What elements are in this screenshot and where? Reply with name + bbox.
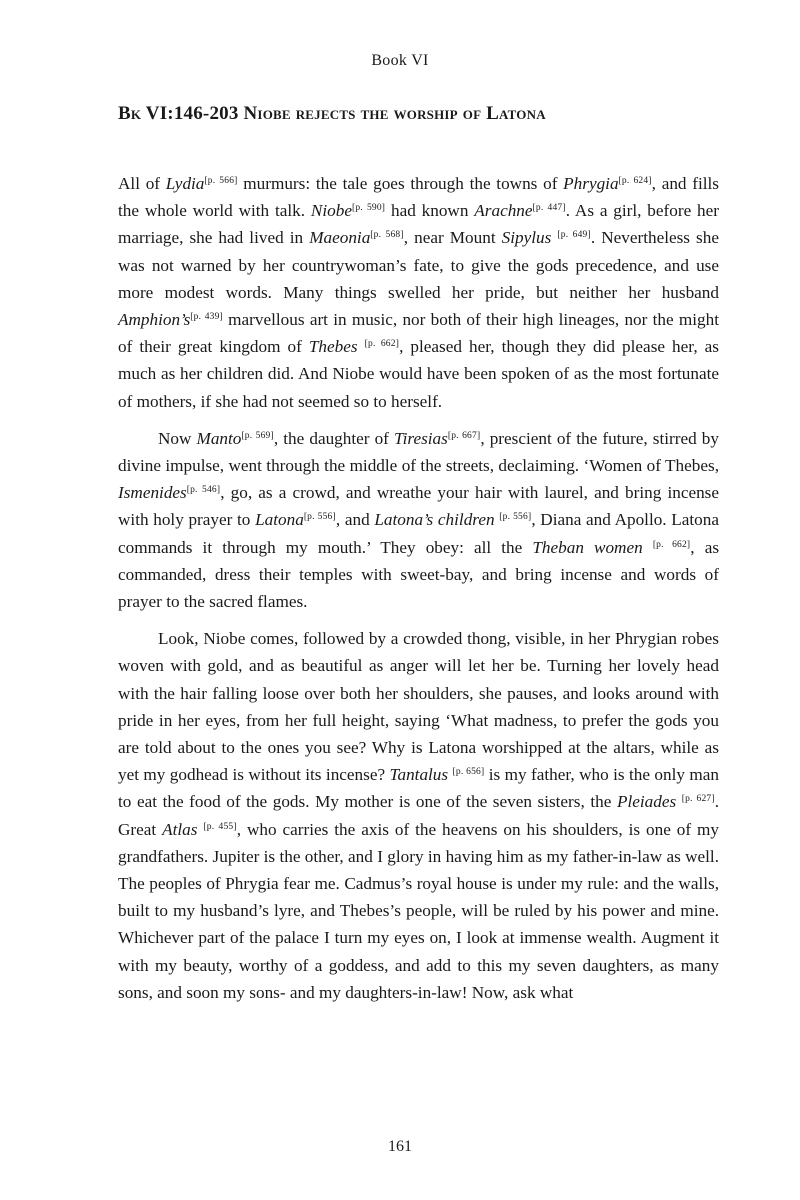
italic-name: Tantalus: [389, 765, 449, 785]
text-run: , Diana and Apollo. Latona commands it through my mouth.’ They obey: all the: [118, 510, 720, 557]
italic-name: Phrygia: [563, 174, 619, 193]
index-reference: [p. 627]: [681, 794, 715, 805]
italic-name: Niobe: [310, 201, 352, 221]
index-reference: [p. 667]: [447, 430, 481, 441]
text-run: , the daughter of: [273, 428, 395, 448]
italic-name: Tiresias: [394, 428, 448, 448]
index-reference: [p. 624]: [618, 176, 652, 186]
text-run: [358, 337, 365, 356]
chapter-title: Bk VI:146-203 Niobe rejects the worship of Latona: [118, 103, 546, 124]
body-paragraph: [118, 625, 719, 1006]
text-run: Now: [158, 428, 197, 448]
text-run: had known: [385, 201, 475, 221]
text-run: , as commanded, dress their temples with sweet-bay, and bring incense and words of prayer to the sacred flames.: [118, 537, 720, 612]
index-reference: [p. 556]: [499, 512, 532, 523]
italic-name: Thebes: [308, 337, 358, 357]
index-reference: [p. 590]: [351, 203, 386, 214]
index-reference: [p. 447]: [532, 203, 566, 214]
text-run: , pleased her, though they did please her, as much as her children did. And Niobe would have been spoken of as the most fortunate of mothers, if she had not seemed so to herself.: [118, 337, 719, 411]
running-head: Book VI: [371, 52, 429, 69]
body-paragraph: [118, 170, 719, 415]
text-run: . Great: [118, 792, 719, 839]
text-run: marvellous art in music, nor both of their high lineages, nor the might of their great kingdom of: [118, 310, 719, 357]
italic-name: Theban women: [532, 537, 643, 557]
index-reference: [p. 566]: [204, 176, 238, 186]
index-reference: [p. 439]: [190, 312, 223, 323]
index-reference: [p. 568]: [370, 230, 404, 241]
index-reference: [p. 556]: [303, 512, 336, 523]
text-run: murmurs: the tale goes through the towns of: [237, 174, 564, 193]
index-reference: [p. 546]: [186, 485, 221, 496]
italic-name: Maeonia: [309, 228, 371, 248]
text-run: , prescient of the future, stirred by divine impulse, went through the middle of the streets, declaiming. ‘Women of Thebes,: [118, 428, 719, 476]
italic-name: Pleiades: [616, 792, 677, 812]
italic-name: Sipylus: [501, 228, 552, 248]
italic-name: Manto: [196, 428, 242, 448]
text-run: , who carries the axis of the heavens on his shoulders, is one of my grandfathers. Jupiter is the other, and I glory in having him as my father-in-law as well. The peoples of Phrygia fear me. Cadmus’s royal house is under my rule: and the walls, built to my husband’s lyre, and Thebes’s people, will be ruled by his power and mine. Whichever part of the palace I turn my eyes on, I look at immense wealth. Augment it with my beauty, worthy of a goddess, and add to this my seven daughters, as many sons, and soon my sons- and my daughters-in-law! Now, ask what: [118, 819, 720, 1002]
index-reference: [p. 662]: [364, 339, 400, 350]
text-run: . Nevertheless she was not warned by her countrywoman’s fate, to give the gods precedence, and use more modest words. Many things swelled her pride, but neither her husband: [118, 228, 719, 302]
text-run: , go, as a crowd, and wreathe your hair with laurel, and bring incense with holy prayer to: [118, 483, 719, 530]
text-run: , and fills the whole world with talk.: [118, 174, 719, 221]
text-run: Look, Niobe comes, followed by a crowded thong, visible, in her Phrygian robes woven with gold, and as beautiful as anger will let her be. Turning her lovely head with the hair falling loose over both her shoulders, she pauses, and looks around with pride in her eyes, from her full height, saying ‘What madness, to prefer the gods you are told about to the ones you see? Why is Latona worshipped at the altars, while as yet my godhead is without its incense?: [118, 629, 719, 785]
italic-name: Atlas: [162, 819, 198, 839]
index-reference: [p. 569]: [241, 430, 274, 441]
italic-name: Amphion’s: [118, 310, 191, 330]
text-run: , and: [335, 510, 375, 530]
italic-name: Lydia: [165, 174, 205, 193]
index-reference: [p. 649]: [557, 230, 591, 241]
text-run: is my father, who is the only man to eat the food of the gods. My mother is one of the seven sisters, the: [118, 765, 719, 812]
index-reference: [p. 455]: [203, 821, 237, 832]
italic-name: Arachne: [474, 201, 533, 221]
italic-name: Latona’s children: [374, 510, 495, 530]
body-paragraph: [118, 425, 719, 615]
index-reference: [p. 656]: [452, 767, 485, 778]
text-run: . As a girl, before her marriage, she had lived in: [118, 201, 719, 248]
page-number: 161: [388, 1138, 412, 1155]
italic-name: Ismenides: [118, 483, 187, 503]
body-text: [118, 170, 719, 1016]
text-run: All of: [118, 174, 166, 193]
text-run: , near Mount: [403, 228, 502, 248]
italic-name: Latona: [255, 510, 304, 530]
text-run: [643, 538, 653, 557]
index-reference: [p. 662]: [652, 539, 691, 550]
